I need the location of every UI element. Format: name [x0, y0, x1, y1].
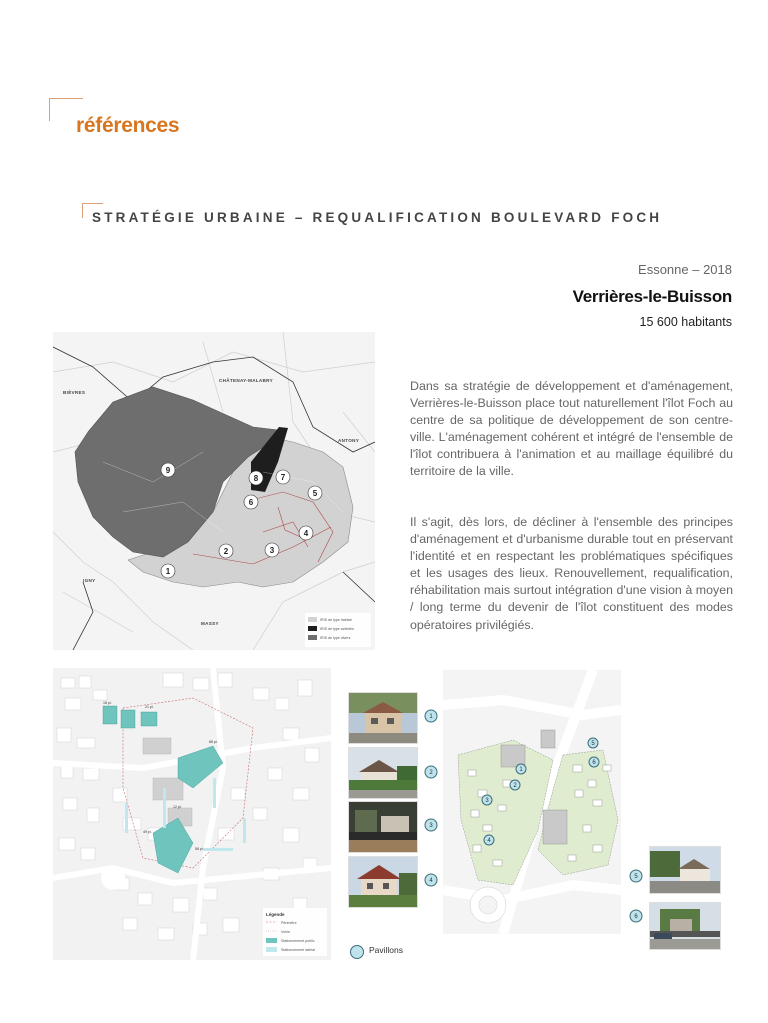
parking-legend-public: Stationnement public — [281, 939, 315, 943]
district-map — [53, 332, 375, 650]
site-pin-5: 5 — [591, 741, 595, 747]
zone-number-5: 5 — [312, 489, 318, 498]
left-pin-3: 3 — [429, 823, 433, 829]
right-pin-6: 6 — [634, 914, 638, 920]
zone-number-6: 6 — [248, 498, 254, 507]
pavilion-photo-5 — [649, 846, 721, 894]
zone-number-8: 8 — [253, 474, 259, 483]
pavilion-photo-2 — [348, 747, 418, 799]
left-pin-2: 2 — [429, 770, 433, 776]
section-title: références — [76, 114, 180, 137]
zone-number-7: 7 — [280, 473, 286, 482]
pavilion-photo-1 — [348, 692, 418, 744]
project-location: Essonne – 2018 — [638, 262, 732, 277]
zone-number-9: 9 — [165, 466, 171, 475]
left-pin-4: 4 — [429, 878, 433, 884]
description-paragraph-2: Il s'agit, dès lors, de décliner à l'ensemble des principes d'aménagement et d'urbanisme durable tout en préservant l'identité et en respectant les problématiques spécifiques et les usages des lieux. Renouvellement, requalification, réhabilitation mais surtout intégration d'une vision à moyen / long terme du devenir de l'îlot constituent des modes opératoires privilégiés. — [410, 515, 733, 632]
page-subtitle: STRATÉGIE URBAINE – REQUALIFICATION BOULEVARD FOCH — [92, 210, 663, 225]
district-legend-divers: IRIS de type divers — [320, 636, 351, 640]
zone-number-2: 2 — [223, 547, 229, 556]
parking-capacity-1: 18 pl. — [103, 701, 112, 705]
left-pin-column — [423, 708, 439, 892]
pavilion-legend-label: Pavillons — [369, 945, 404, 955]
site-pin-4: 4 — [487, 838, 491, 844]
right-pin-5: 5 — [634, 874, 638, 880]
pavilion-photo-3 — [348, 801, 418, 853]
left-pin-1: 1 — [429, 714, 433, 720]
parking-capacity-4: 49 pl. — [143, 830, 152, 834]
pavilion-legend — [350, 944, 470, 960]
parking-legend-title: Légende — [266, 912, 285, 917]
place-chatenay: CHÂTENAY-MALABRY — [219, 378, 273, 383]
right-pin-column — [628, 868, 644, 928]
site-pin-1: 1 — [519, 767, 523, 773]
parking-map — [53, 668, 331, 960]
parking-legend-lateral: Stationnement latéral — [281, 948, 315, 952]
site-pin-2: 2 — [513, 783, 517, 789]
parking-capacity-2: 21 pl. — [145, 705, 154, 709]
place-antony: ANTONY — [338, 438, 360, 443]
pavilion-photo-4 — [348, 856, 418, 908]
zone-number-4: 4 — [303, 529, 309, 538]
site-pin-3: 3 — [485, 798, 489, 804]
parking-capacity-6: 12 pl. — [173, 805, 182, 809]
zone-number-3: 3 — [269, 546, 275, 555]
district-legend-activites: IRIS de type activités — [320, 627, 354, 631]
parking-capacity-5: 58 pl. — [195, 847, 204, 851]
pavilion-legend-dot — [350, 945, 364, 959]
place-massy: MASSY — [201, 621, 219, 626]
parking-legend-voirie: Voirie — [281, 930, 290, 934]
place-bievres: BIÈVRES — [63, 390, 86, 395]
zone-number-1: 1 — [165, 567, 171, 576]
project-population: 15 600 habitants — [639, 315, 732, 329]
parking-capacity-3: 88 pl. — [209, 740, 218, 744]
description-paragraph-1: Dans sa stratégie de développement et d'aménagement, Verrières-le-Buisson place tout naturellement l'îlot Foch au centre de sa politique de développement de son centre-ville. L'aménagement cohérent et intégré de l'ensemble de l'îlot contribuera à l'animation et au maillage équilibré du territoire de la ville. — [410, 379, 733, 479]
place-igny: IGNY — [83, 578, 96, 583]
site-pin-6: 6 — [592, 760, 596, 766]
pavilion-photo-6 — [649, 902, 721, 950]
project-city: Verrières-le-Buisson — [572, 287, 732, 306]
pavilion-site-map — [443, 670, 621, 934]
district-legend-habitat: IRIS de type habitat — [320, 618, 352, 622]
parking-legend-perimetre: Périmètre — [281, 921, 297, 925]
